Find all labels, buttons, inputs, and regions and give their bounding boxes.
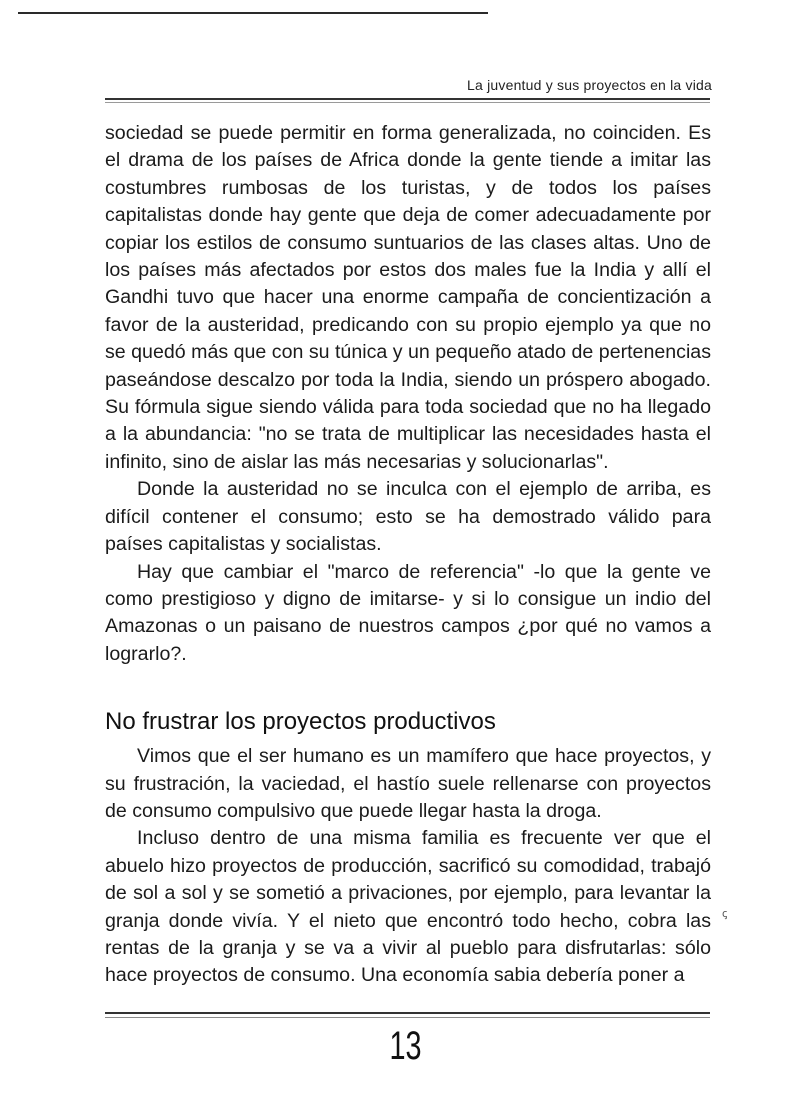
paragraph-marco-referencia: Hay que cambiar el "marco de referencia" -lo que la gente ve como prestigioso y digno de imitarse- y si lo consigue un indio del Amazonas o un paisano de nuestros campos ¿por qué no vamos a lograrlo?. [105,560,711,665]
margin-mark: ꞔ [722,908,728,920]
section-heading: No frustrar los proyectos productivos [105,708,496,736]
paragraph-austeridad: Donde la austeridad no se inculca con el ejemplo de arriba, es difícil contener el consumo; esto se ha demostrado válido para países capitalistas y socialistas. [105,478,711,556]
header-rule-secondary [105,102,710,103]
page-number: 13 [389,1024,422,1068]
paragraph-continuation: sociedad se puede permitir en forma generalizada, no coinciden. Es el drama de los países de Africa donde la gente tiende a imitar las costumbres rumbosas de los turistas, y de todos los países capitalistas donde hay gente que deja de comer adecuadamente por copiar los estilos de consumo suntuarios de las clases altas. Uno de los países más afectados por estos dos males fue la India y allí el Gandhi tuvo que hacer una enorme campaña de concientización a favor de la austeridad, predicando con su propio ejemplo ya que no se quedó más que con su túnica y un pequeño atado de pertenencias paseándose descalzo por toda la India, siendo un próspero abogado. Su fórmula sigue siendo válida para toda sociedad que no ha llegado a la abundancia: "no se trata de multiplicar las necesidades hasta el infinito, sino de aislar las más necesarias y solucionarlas". [105,122,711,473]
footer-rule-secondary [105,1017,710,1018]
top-edge-rule [18,12,488,14]
footer-rule [105,1012,710,1014]
header-rule [105,98,710,100]
paragraph-familia: Incluso dentro de una misma familia es frecuente ver que el abuelo hizo proyectos de producción, sacrificó su comodidad, trabajó de sol a sol y se sometió a privaciones, por ejemplo, para levantar la granja donde vivía. Y el nieto que encontró todo hecho, cobra las rentas de la granja y se va a vivir al pueblo para disfrutarlas: sólo hace proyectos de consumo. Una economía sabia debería poner a [105,827,711,987]
page-body [105,120,711,990]
running-header: La juventud y sus proyectos en la vida [467,77,712,93]
paragraph-mamifero: Vimos que el ser humano es un mamífero que hace proyectos, y su frustración, la vaciedad, el hastío suele rellenarse con proyectos de consumo compulsivo que puede llegar hasta la droga. [105,745,711,822]
